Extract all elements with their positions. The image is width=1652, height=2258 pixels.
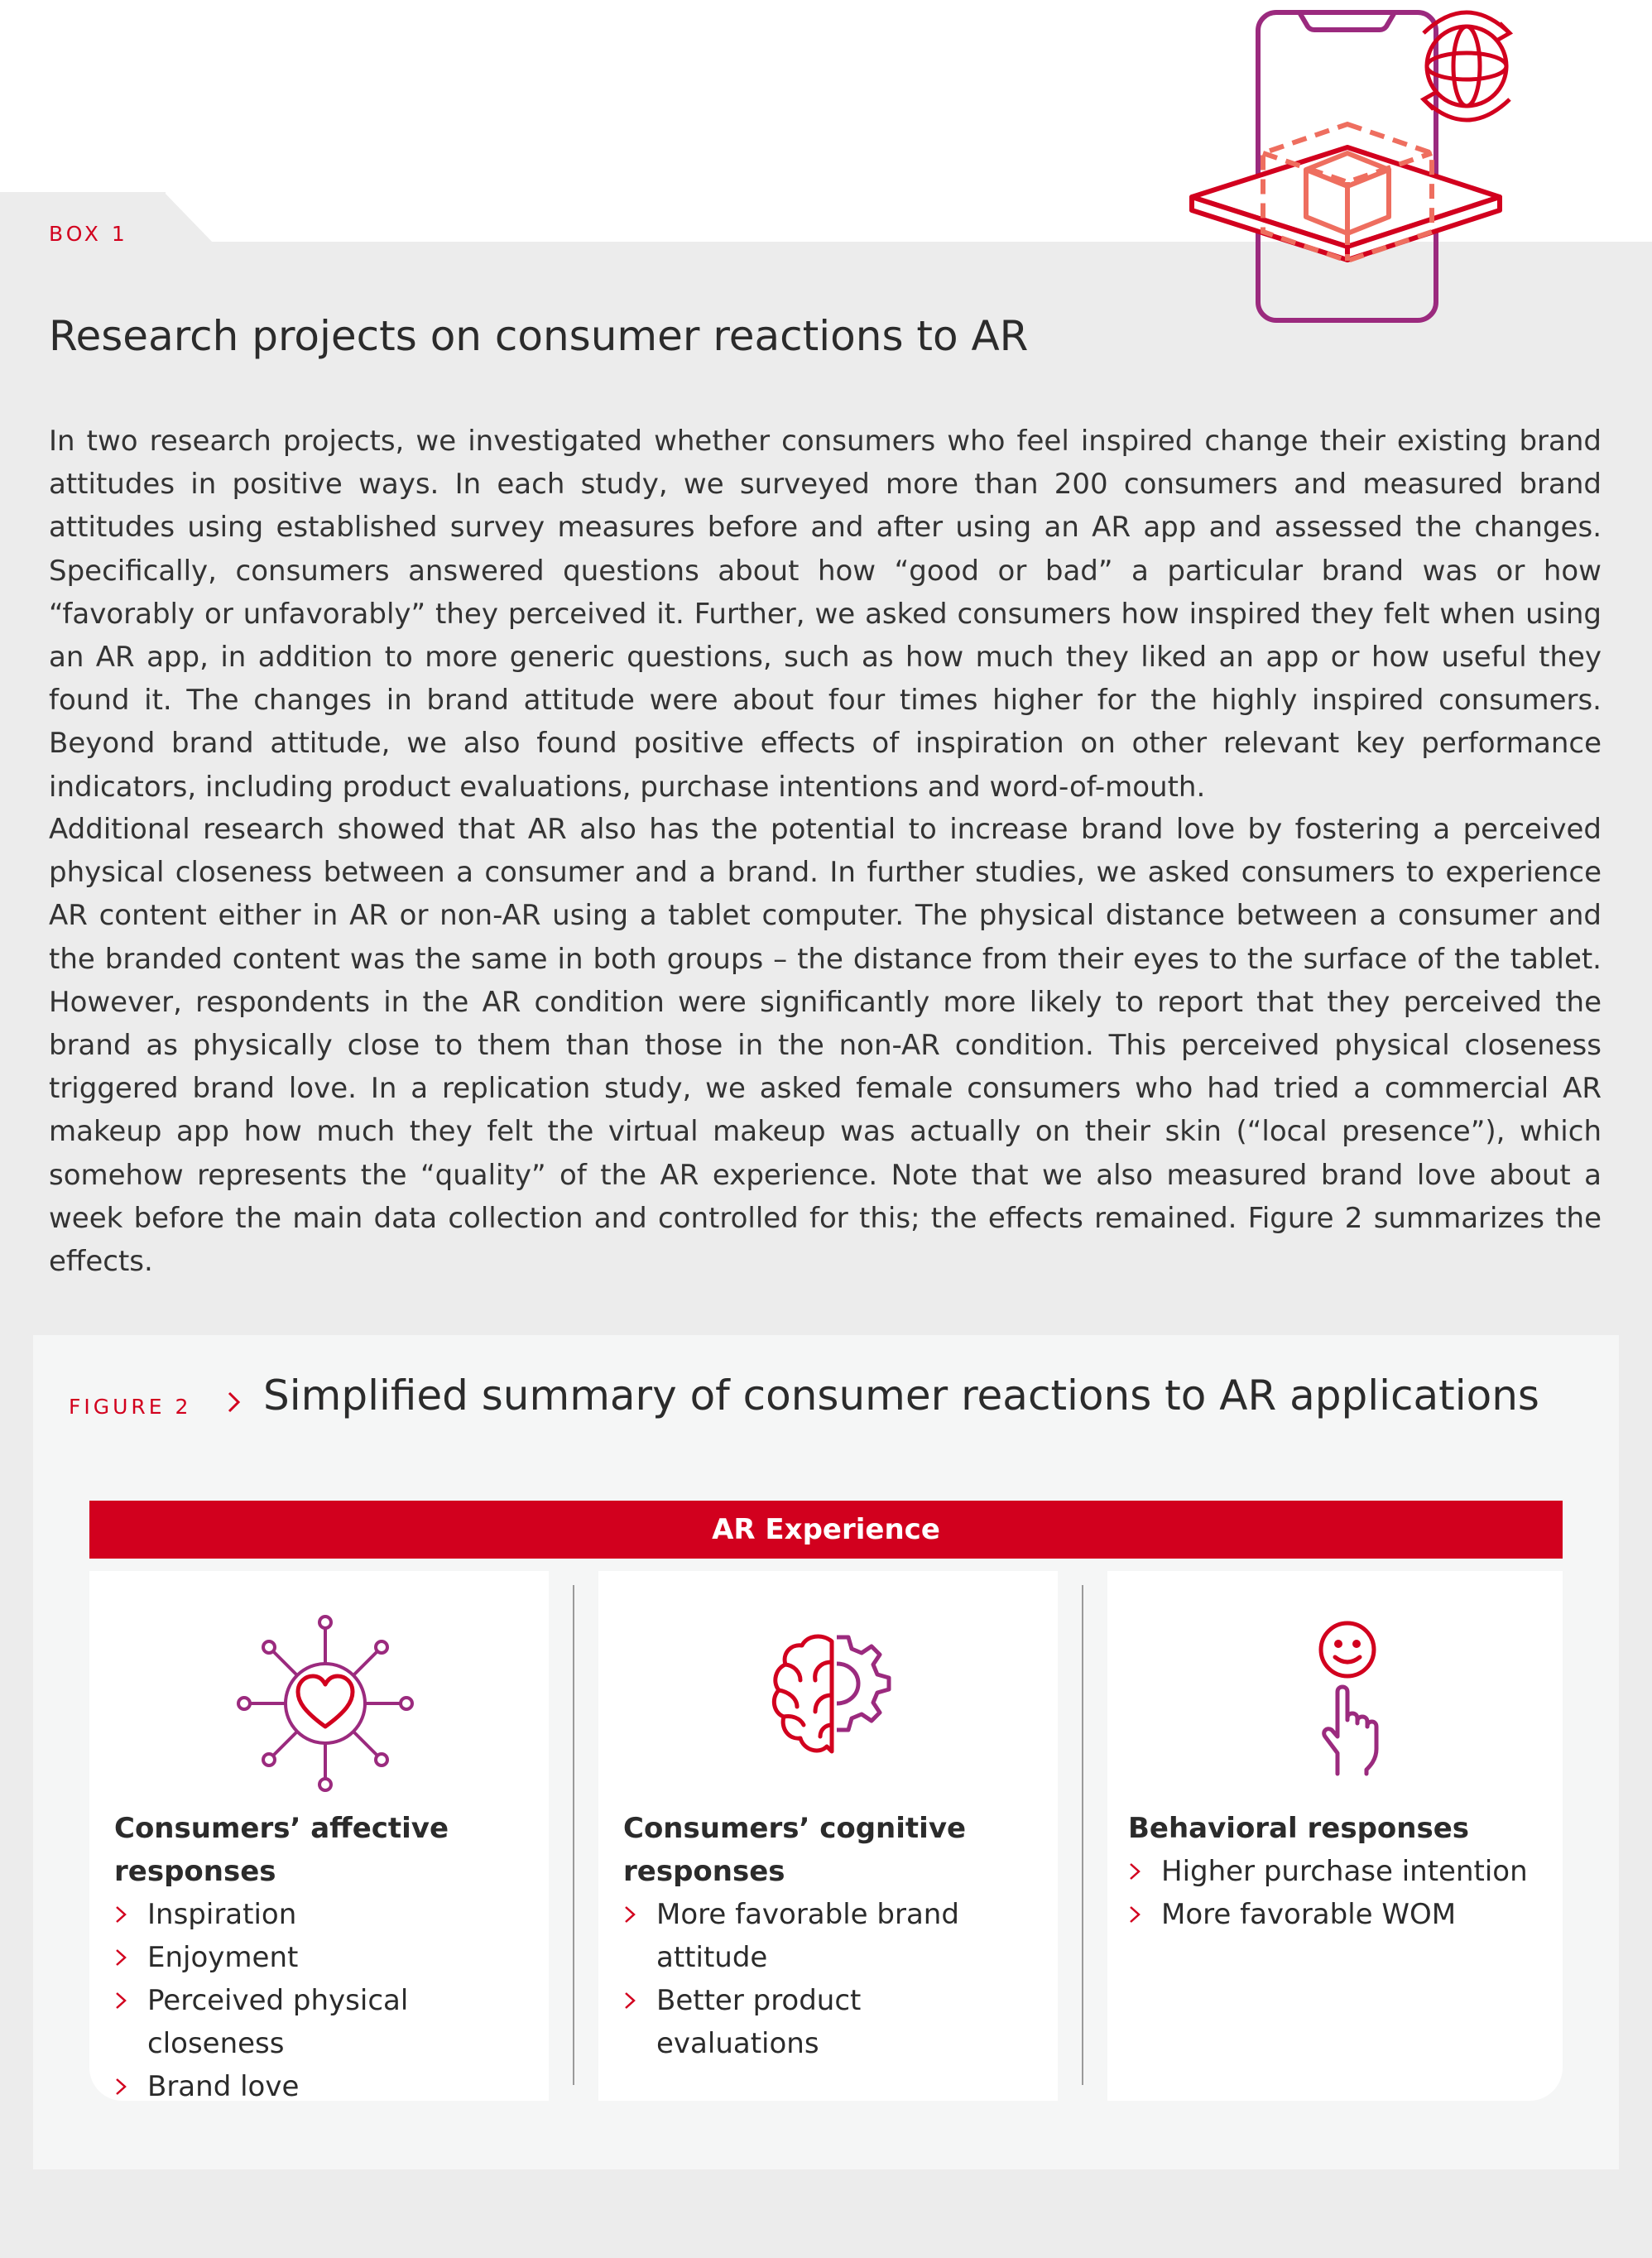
- list-item: [1128, 1893, 1558, 1936]
- list-item-label: Enjoyment: [147, 1941, 299, 1974]
- list-item: [114, 2065, 545, 2108]
- brain-gear-icon: [739, 1612, 929, 1794]
- list-item-label: Higher purchase intention: [1161, 1855, 1528, 1888]
- box-tab-slope: [164, 192, 214, 243]
- chevron-right-icon: [623, 1991, 636, 2011]
- figure-label: FIGURE 2: [69, 1395, 192, 1419]
- smiley-icon: [1321, 1623, 1374, 1676]
- cognitive-heading-line-1: Consumers’ cognitive: [623, 1812, 967, 1845]
- response-cards: [89, 1571, 1563, 2101]
- behavioral-responses-column: [1103, 1571, 1563, 2101]
- brain-icon: [774, 1636, 832, 1751]
- box-label: BOX 1: [49, 222, 128, 246]
- list-item-label: More favorable WOM: [1161, 1898, 1457, 1931]
- list-item-label: More favorable brand attitude: [656, 1898, 959, 1974]
- body-paragraph-2: Additional research showed that AR also has the potential to increase brand love by fostering a perceived physical closeness between a consumer and a brand. In further studies, we asked consumers to experience AR content either in AR or non-AR using a tablet computer. The physical distance between a consumer and the branded content was the same in both groups – the distance from their eyes to the surface of the tablet. However, respondents in the AR condition were significantly more likely to report that they perceived the brand as physically close to them than those in the non-AR condition. This perceived physical closeness triggered brand love. In a replication study, we asked female consumers who had tried a commercial AR makeup app how much they felt the virtual makeup was actually on their skin (“local presence”), which somehow represents the “quality” of the AR experience. Note that we also measured brand love about a week before the main data collection and controlled for this; the effects remained. Figure 2 summarizes the effects.: [49, 813, 1602, 1279]
- gear-icon: [837, 1637, 889, 1730]
- chevron-right-icon: [1128, 1905, 1141, 1924]
- phone-notch: [1299, 12, 1395, 30]
- column-gap: [1058, 1571, 1107, 2101]
- list-item-label: Perceived physical closeness: [147, 1984, 409, 2060]
- pointing-hand-icon: [1324, 1687, 1376, 1774]
- heart-network-icon: [230, 1612, 420, 1794]
- behavioral-heading: [1128, 1807, 1542, 1850]
- smiley-hand-icon: [1244, 1612, 1434, 1794]
- list-item: [114, 1893, 545, 1936]
- box-title: Research projects on consumer reactions to AR: [49, 312, 1029, 360]
- list-item-label: Brand love: [147, 2070, 300, 2103]
- list-item: [114, 1979, 545, 2065]
- affective-responses-column: [89, 1571, 549, 2101]
- behavioral-list: [1128, 1850, 1558, 1936]
- column-gap: [549, 1571, 598, 2101]
- chevron-right-icon: [114, 1948, 127, 1967]
- list-item-label: Inspiration: [147, 1898, 297, 1931]
- affective-heading-line-2: responses: [114, 1855, 276, 1888]
- affective-list: [114, 1893, 545, 2108]
- column-divider: [1082, 1585, 1083, 2085]
- chevron-right-icon: [623, 1905, 636, 1924]
- chevron-right-icon: [114, 1991, 127, 2011]
- list-item: [623, 1979, 1029, 2065]
- behavioral-heading-line-1: Behavioral responses: [1128, 1812, 1470, 1845]
- chevron-right-icon: [1128, 1862, 1141, 1881]
- list-item: [623, 1893, 1029, 1979]
- list-item: [114, 1936, 545, 1979]
- cognitive-responses-column: [598, 1571, 1058, 2101]
- column-divider: [573, 1585, 574, 2085]
- affective-heading-line-1: Consumers’ affective: [114, 1812, 449, 1845]
- ar-phone-illustration-icon: [1175, 0, 1539, 331]
- affective-heading: [114, 1807, 528, 1893]
- figure-title: Simplified summary of consumer reactions to AR applications: [263, 1372, 1539, 1420]
- heart-icon: [298, 1676, 353, 1727]
- figure-2: [33, 1335, 1619, 2169]
- cognitive-heading-line-2: responses: [623, 1855, 785, 1888]
- cognitive-heading: [623, 1807, 1037, 1893]
- list-item: [1128, 1850, 1558, 1893]
- ar-experience-bar: AR Experience: [89, 1501, 1563, 1559]
- chevron-right-icon: [114, 1905, 127, 1924]
- cognitive-list: [623, 1893, 1029, 2065]
- list-item-label: Better product evaluations: [656, 1984, 862, 2060]
- body-paragraph-1: In two research projects, we investigated whether consumers who feel inspired change their existing brand attitudes in positive ways. In each study, we surveyed more than 200 consumers and measured brand attitudes using established survey measures before and after using an AR app and assessed the changes. Specifically, consumers answered questions about how “good or bad” a particular brand was or how “favorably or unfavorably” they perceived it. Further, we asked consumers how inspired they felt when using an AR app, in addition to more generic questions, such as how much they liked an app or how useful they found it. The changes in brand attitude were about four times higher for the highly inspired consumers. Beyond brand attitude, we also found positive effects of inspiration on other relevant key performance indicators, including product evaluations, purchase intentions and word-of-mouth.: [49, 425, 1602, 804]
- chevron-right-icon: [114, 2077, 127, 2097]
- chevron-right-icon: [226, 1390, 243, 1415]
